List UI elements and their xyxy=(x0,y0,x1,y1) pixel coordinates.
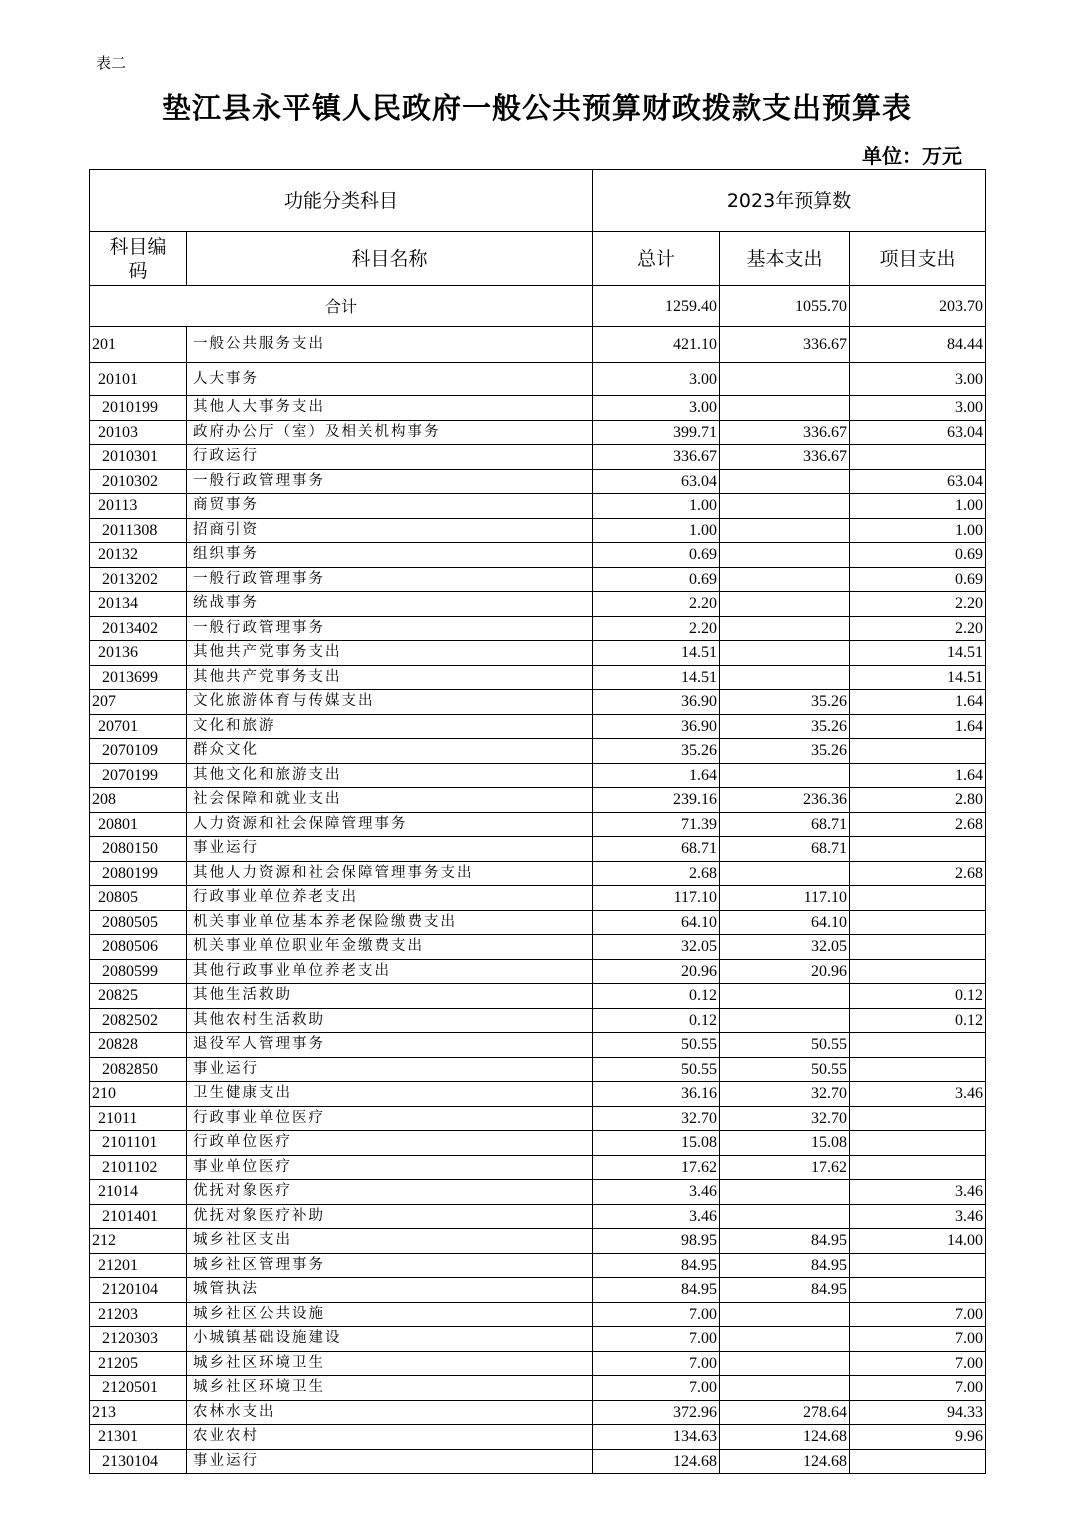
row-basic: 35.26 xyxy=(720,714,850,739)
row-total: 421.10 xyxy=(593,327,720,363)
row-name: 城乡社区管理事务 xyxy=(187,1253,593,1278)
row-name: 农业农村 xyxy=(187,1425,593,1450)
row-basic xyxy=(720,1180,850,1205)
row-name: 行政单位医疗 xyxy=(187,1131,593,1156)
row-basic xyxy=(720,396,850,421)
row-total: 2.20 xyxy=(593,616,720,641)
row-total: 3.46 xyxy=(593,1180,720,1205)
row-basic xyxy=(720,518,850,543)
row-basic xyxy=(720,616,850,641)
row-name: 文化和旅游 xyxy=(187,714,593,739)
row-basic: 117.10 xyxy=(720,886,850,911)
totals-total: 1259.40 xyxy=(593,286,720,327)
row-project: 3.46 xyxy=(850,1204,986,1229)
row-code: 2130104 xyxy=(90,1449,187,1474)
row-name: 一般行政管理事务 xyxy=(187,616,593,641)
row-code: 20113 xyxy=(90,494,187,519)
table-row xyxy=(90,641,986,666)
row-name: 退役军人管理事务 xyxy=(187,1033,593,1058)
row-total: 1.64 xyxy=(593,763,720,788)
table-row xyxy=(90,690,986,715)
row-basic: 32.70 xyxy=(720,1082,850,1107)
row-basic xyxy=(720,469,850,494)
table-row xyxy=(90,1449,986,1474)
table-row xyxy=(90,935,986,960)
row-name: 其他共产党事务支出 xyxy=(187,665,593,690)
row-name: 其他人大事务支出 xyxy=(187,396,593,421)
table-row xyxy=(90,910,986,935)
row-project: 1.00 xyxy=(850,494,986,519)
row-basic: 50.55 xyxy=(720,1057,850,1082)
row-total: 7.00 xyxy=(593,1351,720,1376)
row-total: 50.55 xyxy=(593,1033,720,1058)
row-basic: 84.95 xyxy=(720,1278,850,1303)
row-project: 7.00 xyxy=(850,1302,986,1327)
table-row xyxy=(90,1033,986,1058)
row-name: 文化旅游体育与传媒支出 xyxy=(187,690,593,715)
table-row xyxy=(90,1253,986,1278)
row-name: 农林水支出 xyxy=(187,1400,593,1425)
row-name: 其他农村生活救助 xyxy=(187,1008,593,1033)
table-row xyxy=(90,812,986,837)
row-total: 17.62 xyxy=(593,1155,720,1180)
row-code: 2010302 xyxy=(90,469,187,494)
row-code: 2013202 xyxy=(90,567,187,592)
row-project: 2.80 xyxy=(850,788,986,813)
row-basic: 336.67 xyxy=(720,327,850,363)
table-row xyxy=(90,1131,986,1156)
row-project: 2.20 xyxy=(850,616,986,641)
row-project: 9.96 xyxy=(850,1425,986,1450)
row-name: 行政事业单位医疗 xyxy=(187,1106,593,1131)
row-name: 其他共产党事务支出 xyxy=(187,641,593,666)
row-project: 3.00 xyxy=(850,396,986,421)
row-basic: 15.08 xyxy=(720,1131,850,1156)
header-code: 科目编码 xyxy=(90,232,187,286)
row-total: 84.95 xyxy=(593,1278,720,1303)
row-project: 7.00 xyxy=(850,1351,986,1376)
row-name: 优抚对象医疗补助 xyxy=(187,1204,593,1229)
row-name: 机关事业单位基本养老保险缴费支出 xyxy=(187,910,593,935)
row-name: 其他文化和旅游支出 xyxy=(187,763,593,788)
table-row xyxy=(90,1229,986,1254)
row-code: 2010301 xyxy=(90,445,187,470)
row-project: 3.46 xyxy=(850,1082,986,1107)
table-row xyxy=(90,959,986,984)
row-total: 0.69 xyxy=(593,567,720,592)
row-total: 84.95 xyxy=(593,1253,720,1278)
row-project: 3.46 xyxy=(850,1180,986,1205)
table-row xyxy=(90,445,986,470)
row-name: 事业单位医疗 xyxy=(187,1155,593,1180)
row-code: 212 xyxy=(90,1229,187,1254)
table-row xyxy=(90,567,986,592)
row-total: 372.96 xyxy=(593,1400,720,1425)
row-project: 3.00 xyxy=(850,363,986,396)
totals-row xyxy=(90,286,986,327)
row-code: 210 xyxy=(90,1082,187,1107)
row-total: 2.68 xyxy=(593,861,720,886)
row-name: 事业运行 xyxy=(187,837,593,862)
table-row xyxy=(90,984,986,1009)
row-basic xyxy=(720,1327,850,1352)
table-row xyxy=(90,1327,986,1352)
row-project: 0.12 xyxy=(850,1008,986,1033)
row-project xyxy=(850,1131,986,1156)
table-row xyxy=(90,469,986,494)
row-project xyxy=(850,1278,986,1303)
row-project: 0.12 xyxy=(850,984,986,1009)
row-project xyxy=(850,1033,986,1058)
row-code: 201 xyxy=(90,327,187,363)
table-row xyxy=(90,1302,986,1327)
row-project: 2.68 xyxy=(850,861,986,886)
row-code: 2120104 xyxy=(90,1278,187,1303)
row-basic xyxy=(720,1376,850,1401)
row-name: 城乡社区支出 xyxy=(187,1229,593,1254)
row-basic xyxy=(720,763,850,788)
row-total: 71.39 xyxy=(593,812,720,837)
row-total: 239.16 xyxy=(593,788,720,813)
row-total: 7.00 xyxy=(593,1302,720,1327)
row-code: 2080599 xyxy=(90,959,187,984)
row-project: 2.68 xyxy=(850,812,986,837)
table-row xyxy=(90,665,986,690)
row-project: 1.64 xyxy=(850,690,986,715)
row-project: 0.69 xyxy=(850,543,986,568)
row-name: 城管执法 xyxy=(187,1278,593,1303)
row-project: 7.00 xyxy=(850,1376,986,1401)
row-name: 机关事业单位职业年金缴费支出 xyxy=(187,935,593,960)
table-row xyxy=(90,714,986,739)
row-total: 3.00 xyxy=(593,363,720,396)
row-total: 63.04 xyxy=(593,469,720,494)
row-basic xyxy=(720,592,850,617)
row-total: 64.10 xyxy=(593,910,720,935)
row-code: 2101102 xyxy=(90,1155,187,1180)
header-project: 项目支出 xyxy=(850,232,986,286)
row-project xyxy=(850,910,986,935)
table-label: 表二 xyxy=(96,54,127,72)
row-basic: 32.70 xyxy=(720,1106,850,1131)
row-total: 3.46 xyxy=(593,1204,720,1229)
row-project: 0.69 xyxy=(850,567,986,592)
row-code: 20828 xyxy=(90,1033,187,1058)
row-name: 城乡社区环境卫生 xyxy=(187,1376,593,1401)
row-project xyxy=(850,445,986,470)
header-total: 总计 xyxy=(593,232,720,286)
row-code: 2101101 xyxy=(90,1131,187,1156)
row-project xyxy=(850,1155,986,1180)
table-row xyxy=(90,837,986,862)
totals-basic: 1055.70 xyxy=(720,286,850,327)
row-name: 卫生健康支出 xyxy=(187,1082,593,1107)
row-basic: 35.26 xyxy=(720,739,850,764)
table-row xyxy=(90,1400,986,1425)
row-total: 32.70 xyxy=(593,1106,720,1131)
row-basic: 50.55 xyxy=(720,1033,850,1058)
row-code: 20136 xyxy=(90,641,187,666)
row-total: 124.68 xyxy=(593,1449,720,1474)
table-row xyxy=(90,396,986,421)
row-basic: 20.96 xyxy=(720,959,850,984)
row-code: 21301 xyxy=(90,1425,187,1450)
table-row xyxy=(90,494,986,519)
row-code: 20805 xyxy=(90,886,187,911)
row-code: 21014 xyxy=(90,1180,187,1205)
row-code: 2013699 xyxy=(90,665,187,690)
row-project xyxy=(850,1253,986,1278)
row-name: 政府办公厅（室）及相关机构事务 xyxy=(187,420,593,445)
row-basic: 336.67 xyxy=(720,445,850,470)
row-name: 组织事务 xyxy=(187,543,593,568)
row-basic: 35.26 xyxy=(720,690,850,715)
row-name: 小城镇基础设施建设 xyxy=(187,1327,593,1352)
row-total: 0.12 xyxy=(593,984,720,1009)
row-basic: 236.36 xyxy=(720,788,850,813)
row-code: 20103 xyxy=(90,420,187,445)
row-name: 一般行政管理事务 xyxy=(187,469,593,494)
row-basic: 84.95 xyxy=(720,1229,850,1254)
row-total: 1.00 xyxy=(593,494,720,519)
row-total: 134.63 xyxy=(593,1425,720,1450)
table-row xyxy=(90,518,986,543)
row-code: 2080505 xyxy=(90,910,187,935)
row-basic: 17.62 xyxy=(720,1155,850,1180)
row-total: 68.71 xyxy=(593,837,720,862)
row-basic: 84.95 xyxy=(720,1253,850,1278)
row-project: 63.04 xyxy=(850,469,986,494)
unit-label: 单位：万元 xyxy=(862,144,962,168)
row-code: 2070199 xyxy=(90,763,187,788)
row-total: 0.12 xyxy=(593,1008,720,1033)
row-name: 城乡社区环境卫生 xyxy=(187,1351,593,1376)
page-title: 垫江县永平镇人民政府一般公共预算财政拨款支出预算表 xyxy=(161,91,912,125)
row-name: 群众文化 xyxy=(187,739,593,764)
row-project: 1.64 xyxy=(850,714,986,739)
row-name: 人力资源和社会保障管理事务 xyxy=(187,812,593,837)
row-code: 20825 xyxy=(90,984,187,1009)
row-code: 21201 xyxy=(90,1253,187,1278)
row-project xyxy=(850,935,986,960)
row-code: 21203 xyxy=(90,1302,187,1327)
row-name: 招商引资 xyxy=(187,518,593,543)
row-project: 1.00 xyxy=(850,518,986,543)
row-total: 32.05 xyxy=(593,935,720,960)
table-row xyxy=(90,1425,986,1450)
row-name: 其他生活救助 xyxy=(187,984,593,1009)
row-basic: 68.71 xyxy=(720,812,850,837)
row-code: 2082850 xyxy=(90,1057,187,1082)
row-code: 2120501 xyxy=(90,1376,187,1401)
row-basic xyxy=(720,1008,850,1033)
row-project: 1.64 xyxy=(850,763,986,788)
table-row xyxy=(90,788,986,813)
row-total: 7.00 xyxy=(593,1327,720,1352)
row-project xyxy=(850,739,986,764)
row-basic xyxy=(720,984,850,1009)
row-project: 2.20 xyxy=(850,592,986,617)
row-name: 事业运行 xyxy=(187,1057,593,1082)
totals-project: 203.70 xyxy=(850,286,986,327)
row-name: 其他行政事业单位养老支出 xyxy=(187,959,593,984)
row-name: 一般公共服务支出 xyxy=(187,327,593,363)
row-total: 15.08 xyxy=(593,1131,720,1156)
row-code: 207 xyxy=(90,690,187,715)
table-body xyxy=(90,327,986,1474)
row-code: 2080150 xyxy=(90,837,187,862)
row-basic xyxy=(720,543,850,568)
row-total: 117.10 xyxy=(593,886,720,911)
row-code: 2120303 xyxy=(90,1327,187,1352)
row-project xyxy=(850,837,986,862)
row-project xyxy=(850,1106,986,1131)
table-row xyxy=(90,1204,986,1229)
row-code: 20132 xyxy=(90,543,187,568)
table-row xyxy=(90,1155,986,1180)
row-name: 城乡社区公共设施 xyxy=(187,1302,593,1327)
table-row xyxy=(90,1376,986,1401)
table-row xyxy=(90,1351,986,1376)
row-total: 50.55 xyxy=(593,1057,720,1082)
row-total: 20.96 xyxy=(593,959,720,984)
row-code: 2080506 xyxy=(90,935,187,960)
table-row xyxy=(90,327,986,363)
row-project: 14.00 xyxy=(850,1229,986,1254)
row-total: 98.95 xyxy=(593,1229,720,1254)
row-code: 21205 xyxy=(90,1351,187,1376)
row-total: 7.00 xyxy=(593,1376,720,1401)
row-name: 行政运行 xyxy=(187,445,593,470)
row-code: 20101 xyxy=(90,363,187,396)
row-code: 208 xyxy=(90,788,187,813)
table-row xyxy=(90,1106,986,1131)
row-name: 其他人力资源和社会保障管理事务支出 xyxy=(187,861,593,886)
row-total: 36.16 xyxy=(593,1082,720,1107)
row-total: 14.51 xyxy=(593,665,720,690)
row-basic xyxy=(720,1204,850,1229)
table-row xyxy=(90,543,986,568)
row-code: 2082502 xyxy=(90,1008,187,1033)
row-total: 36.90 xyxy=(593,714,720,739)
row-basic: 336.67 xyxy=(720,420,850,445)
header-budget-year: 2023年预算数 xyxy=(593,170,986,232)
row-basic xyxy=(720,567,850,592)
row-code: 2070109 xyxy=(90,739,187,764)
row-total: 2.20 xyxy=(593,592,720,617)
row-name: 一般行政管理事务 xyxy=(187,567,593,592)
row-code: 2013402 xyxy=(90,616,187,641)
table-row xyxy=(90,1082,986,1107)
row-project xyxy=(850,1057,986,1082)
row-total: 14.51 xyxy=(593,641,720,666)
budget-table xyxy=(89,169,986,1474)
row-basic: 68.71 xyxy=(720,837,850,862)
row-code: 20134 xyxy=(90,592,187,617)
row-code: 2101401 xyxy=(90,1204,187,1229)
row-basic xyxy=(720,1302,850,1327)
row-code: 2011308 xyxy=(90,518,187,543)
row-code: 21011 xyxy=(90,1106,187,1131)
header-name: 科目名称 xyxy=(187,232,593,286)
row-name: 优抚对象医疗 xyxy=(187,1180,593,1205)
table-row xyxy=(90,363,986,396)
row-code: 2010199 xyxy=(90,396,187,421)
row-name: 行政事业单位养老支出 xyxy=(187,886,593,911)
row-name: 社会保障和就业支出 xyxy=(187,788,593,813)
row-project: 84.44 xyxy=(850,327,986,363)
row-project: 63.04 xyxy=(850,420,986,445)
row-basic xyxy=(720,363,850,396)
row-total: 35.26 xyxy=(593,739,720,764)
header-functional-class: 功能分类科目 xyxy=(90,170,593,232)
header-basic: 基本支出 xyxy=(720,232,850,286)
table-row xyxy=(90,592,986,617)
row-project: 7.00 xyxy=(850,1327,986,1352)
row-code: 213 xyxy=(90,1400,187,1425)
row-project xyxy=(850,886,986,911)
table-row xyxy=(90,763,986,788)
row-code: 20801 xyxy=(90,812,187,837)
row-basic: 124.68 xyxy=(720,1449,850,1474)
row-code: 20701 xyxy=(90,714,187,739)
totals-label: 合计 xyxy=(90,286,593,327)
row-total: 3.00 xyxy=(593,396,720,421)
table-row xyxy=(90,616,986,641)
table-row xyxy=(90,1278,986,1303)
table-row xyxy=(90,1008,986,1033)
row-project xyxy=(850,1449,986,1474)
row-basic xyxy=(720,1351,850,1376)
row-total: 1.00 xyxy=(593,518,720,543)
table-row xyxy=(90,1057,986,1082)
row-project: 94.33 xyxy=(850,1400,986,1425)
row-basic xyxy=(720,641,850,666)
row-name: 事业运行 xyxy=(187,1449,593,1474)
row-name: 人大事务 xyxy=(187,363,593,396)
row-total: 0.69 xyxy=(593,543,720,568)
row-total: 336.67 xyxy=(593,445,720,470)
row-total: 399.71 xyxy=(593,420,720,445)
header-row-1 xyxy=(90,170,986,232)
row-basic: 32.05 xyxy=(720,935,850,960)
row-basic: 124.68 xyxy=(720,1425,850,1450)
table-row xyxy=(90,1180,986,1205)
table-row xyxy=(90,739,986,764)
row-name: 统战事务 xyxy=(187,592,593,617)
table-row xyxy=(90,886,986,911)
table-row xyxy=(90,420,986,445)
row-basic: 278.64 xyxy=(720,1400,850,1425)
row-project: 14.51 xyxy=(850,665,986,690)
row-project xyxy=(850,959,986,984)
header-row-2 xyxy=(90,232,986,286)
table-row xyxy=(90,861,986,886)
row-project: 14.51 xyxy=(850,641,986,666)
row-code: 2080199 xyxy=(90,861,187,886)
row-name: 商贸事务 xyxy=(187,494,593,519)
row-total: 36.90 xyxy=(593,690,720,715)
row-basic xyxy=(720,861,850,886)
row-basic xyxy=(720,494,850,519)
row-basic xyxy=(720,665,850,690)
row-basic: 64.10 xyxy=(720,910,850,935)
